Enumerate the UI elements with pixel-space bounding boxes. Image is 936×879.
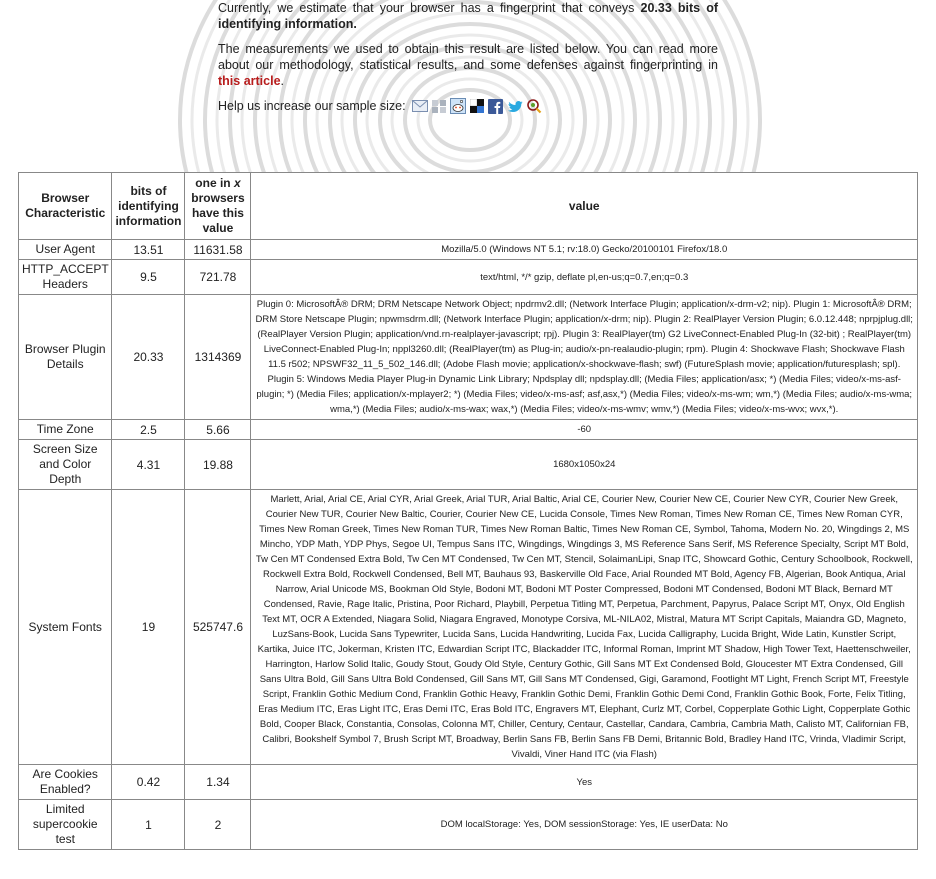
row-onein: 1.34: [185, 765, 251, 800]
row-characteristic: HTTP_ACCEPT Headers: [19, 260, 112, 295]
row-characteristic: Screen Size and Color Depth: [19, 440, 112, 490]
table-row-plugins: [19, 295, 918, 420]
row-onein: 5.66: [185, 420, 251, 440]
twitter-icon[interactable]: [507, 98, 523, 114]
row-value: Yes: [251, 765, 918, 800]
row-onein: 721.78: [185, 260, 251, 295]
email-icon[interactable]: [412, 98, 428, 114]
header-bits: bits of identifying information: [112, 173, 185, 240]
row-value: Plugin 0: MicrosoftÂ® DRM; DRM Netscape Network Object; npdrmv2.dll; (Network Interface Plugin; application/x-drm-v2; nip). Plugin 1: MicrosoftÂ® DRM; DRM Store Netscape Plugin; npwmsdrm.dll; (Network Interface Plugin; application/x-drm; nip). Plugin 2: RealPlayer Version Plugin; 6.0.12.448; nprpjplug.dll; (RealPlayer Version Plugin; application/vnd.rn-realplayer-javascript; rpj). Plugin 3: RealPlayer(tm) G2 LiveConnect-Enabled Plug-In (32-bit) ; RealPlayer(tm) LiveConnect-Enabled Plug-In; nppl3260.dll; (RealPlayer(tm) as Plug-in; audio/x-pn-realaudio-plugin; rpm). Plugin 4: Shockwave Flash; Shockwave Flash 11.5 r502; NPSWF32_11_5_502_146.dll; (Adobe Flash movie; application/x-shockwave-flash; swf) (FutureSplash movie; application/futuresplash; spl). Plugin 5: Windows Media Player Plug-in Dynamic Link Library; Npdsplay dll; npdsplay.dll; (Media Files; application/asx; *) (Media Files; video/x-ms-asf-plugin; *) (Media Files; application/x-mplayer2; *) (Media Files; video/x-ms-asf; asf,asx,*) (Media Files; video/x-ms-wm; wm,*) (Media Files; audio/x-ms-wma; wma,*) (Media Files; audio/x-ms-wax; wax,*) (Media Files; video/x-ms-wmv; wmv,*) (Media Files; video/x-ms-wvx; wvx,*).: [251, 295, 918, 420]
identica-icon[interactable]: [526, 98, 542, 114]
table-row-screen-size: [19, 440, 918, 490]
row-characteristic: Limited supercookie test: [19, 800, 112, 850]
intro-section: [218, 0, 718, 114]
header-value: value: [251, 173, 918, 240]
row-onein: 11631.58: [185, 240, 251, 260]
row-onein: 525747.6: [185, 490, 251, 765]
table-row-user-agent: [19, 240, 918, 260]
measurements-paragraph: [218, 41, 718, 89]
digg-icon[interactable]: [431, 98, 447, 114]
table-row-time-zone: [19, 420, 918, 440]
row-characteristic: System Fonts: [19, 490, 112, 765]
article-suffix: .: [280, 74, 285, 88]
article-link[interactable]: this article: [218, 74, 281, 88]
row-onein: 2: [185, 800, 251, 850]
fingerprint-table: [18, 172, 918, 850]
row-bits: 1: [112, 800, 185, 850]
table-row-system-fonts: [19, 490, 918, 765]
row-bits: 19: [112, 490, 185, 765]
row-bits: 9.5: [112, 260, 185, 295]
row-bits: 4.31: [112, 440, 185, 490]
help-label: Help us increase our sample size:: [218, 99, 406, 113]
row-value: Mozilla/5.0 (Windows NT 5.1; rv:18.0) Gecko/20100101 Firefox/18.0: [251, 240, 918, 260]
fingerprint-summary: [218, 0, 718, 32]
row-characteristic: Time Zone: [19, 420, 112, 440]
measurements-text: The measurements we used to obtain this result are listed below. You can read more about our methodology, statistical results, and some defenses against fingerprinting in: [218, 42, 718, 72]
row-bits: 20.33: [112, 295, 185, 420]
table-row-supercookie: [19, 800, 918, 850]
row-characteristic: User Agent: [19, 240, 112, 260]
delicious-icon[interactable]: [469, 98, 485, 114]
share-row: [218, 98, 718, 114]
row-value: text/html, */* gzip, deflate pl,en-us;q=0.7,en;q=0.3: [251, 260, 918, 295]
row-characteristic: Are Cookies Enabled?: [19, 765, 112, 800]
row-value: DOM localStorage: Yes, DOM sessionStorage: Yes, IE userData: No: [251, 800, 918, 850]
bits-value: 20.33 bits of identifying information.: [218, 1, 719, 31]
row-onein: 1314369: [185, 295, 251, 420]
reddit-icon[interactable]: [450, 98, 466, 114]
table-header-row: [19, 173, 918, 240]
header-one-in-x: [185, 173, 251, 240]
header-characteristic: Browser Characteristic: [19, 173, 112, 240]
row-value: Marlett, Arial, Arial CE, Arial CYR, Arial Greek, Arial TUR, Arial Baltic, Arial CE, Courier New, Courier New CE, Courier New CYR, Courier New Greek, Courier New TUR, Courier New Baltic, Courier, Courier New CE, Lucida Console, Times New Roman, Times New Roman CE, Times New Roman CYR, Times New Roman Greek, Times New Roman TUR, Times New Roman Baltic, Times New Roman CE, Symbol, Tahoma, Modern No. 20, Wingdings 2, MS Mincho, YDP Math, YDP Phys, Segoe UI, Tempus Sans ITC, Wingdings, Wingdings 3, MS Reference Sans Serif, MS Reference Specialty, Script MT Bold, Tw Cen MT Condensed Extra Bold, Tw Cen MT Condensed, Tw Cen MT, Stencil, SolaimanLipi, Snap ITC, Showcard Gothic, Century Schoolbook, Rockwell, Rockwell Extra Bold, Rockwell Condensed, Bell MT, Bauhaus 93, Baskerville Old Face, Arial Rounded MT Bold, Agency FB, Algerian, Book Antiqua, Arial Narrow, Arial Unicode MS, Bookman Old Style, Bodoni MT, Bodoni MT Poster Compressed, Bodoni MT Condensed, Bodoni MT Black, Bernard MT Condensed, Ravie, Rage Italic, Pristina, Poor Richard, Playbill, Perpetua Titling MT, Perpetua, Parchment, Papyrus, Palace Script MT, Onyx, Old English Text MT, OCR A Extended, Niagara Solid, Niagara Engraved, Monotype Corsiva, ML-NILA02, Mistral, Matura MT Script Capitals, Maiandra GD, Magneto, LuzSans-Book, Lucida Sans Typewriter, Lucida Sans, Lucida Handwriting, Lucida Fax, Lucida Calligraphy, Lucida Bright, Wide Latin, Kunstler Script, Kartika, Juice ITC, Jokerman, Kristen ITC, Edwardian Script ITC, Blackadder ITC, Informal Roman, Imprint MT Shadow, High Tower Text, Haettenschweiler, Harrington, Harlow Solid Italic, Goudy Stout, Goudy Old Style, Century Gothic, Gill Sans MT Ext Condensed Bold, Gloucester MT Extra Condensed, Gill Sans Ultra Bold, Gill Sans Ultra Bold Condensed, Gill Sans MT, Gill Sans MT Condensed, Gigi, Garamond, Footlight MT Light, French Script MT, Freestyle Script, Franklin Gothic Medium Cond, Franklin Gothic Heavy, Franklin Gothic Demi, Franklin Gothic Demi Cond, Franklin Gothic Book, Forte, Felix Titling, Eras Medium ITC, Eras Light ITC, Eras Demi ITC, Eras Bold ITC, Engravers MT, Elephant, Curlz MT, Corbel, Copperplate Gothic Light, Copperplate Gothic Bold, Cooper Black, Constantia, Consolas, Colonna MT, Chiller, Century, Centaur, Castellar, Candara, Cambria, Cambria Math, Calisto MT, Californian FB, Calibri, Bookshelf Symbol 7, Brush Script MT, Broadway, Berlin Sans FB, Berlin Sans FB Demi, Britannic Bold, Bradley Hand ITC, Vrinda, Vladimir Script, Vivaldi, Viner Hand ITC (via Flash): [251, 490, 918, 765]
row-characteristic: Browser Plugin Details: [19, 295, 112, 420]
row-bits: 0.42: [112, 765, 185, 800]
row-bits: 13.51: [112, 240, 185, 260]
table-row-cookies: [19, 765, 918, 800]
facebook-icon[interactable]: [488, 98, 504, 114]
row-bits: 2.5: [112, 420, 185, 440]
row-onein: 19.88: [185, 440, 251, 490]
row-value: 1680x1050x24: [251, 440, 918, 490]
header-onein-x: x: [233, 176, 241, 190]
summary-prefix: Currently, we estimate that your browser has a fingerprint that conveys: [218, 1, 641, 15]
header-onein-b: browsers have this value: [191, 191, 245, 235]
header-onein-a: one in: [195, 176, 234, 190]
row-value: -60: [251, 420, 918, 440]
table-row-http-accept: [19, 260, 918, 295]
